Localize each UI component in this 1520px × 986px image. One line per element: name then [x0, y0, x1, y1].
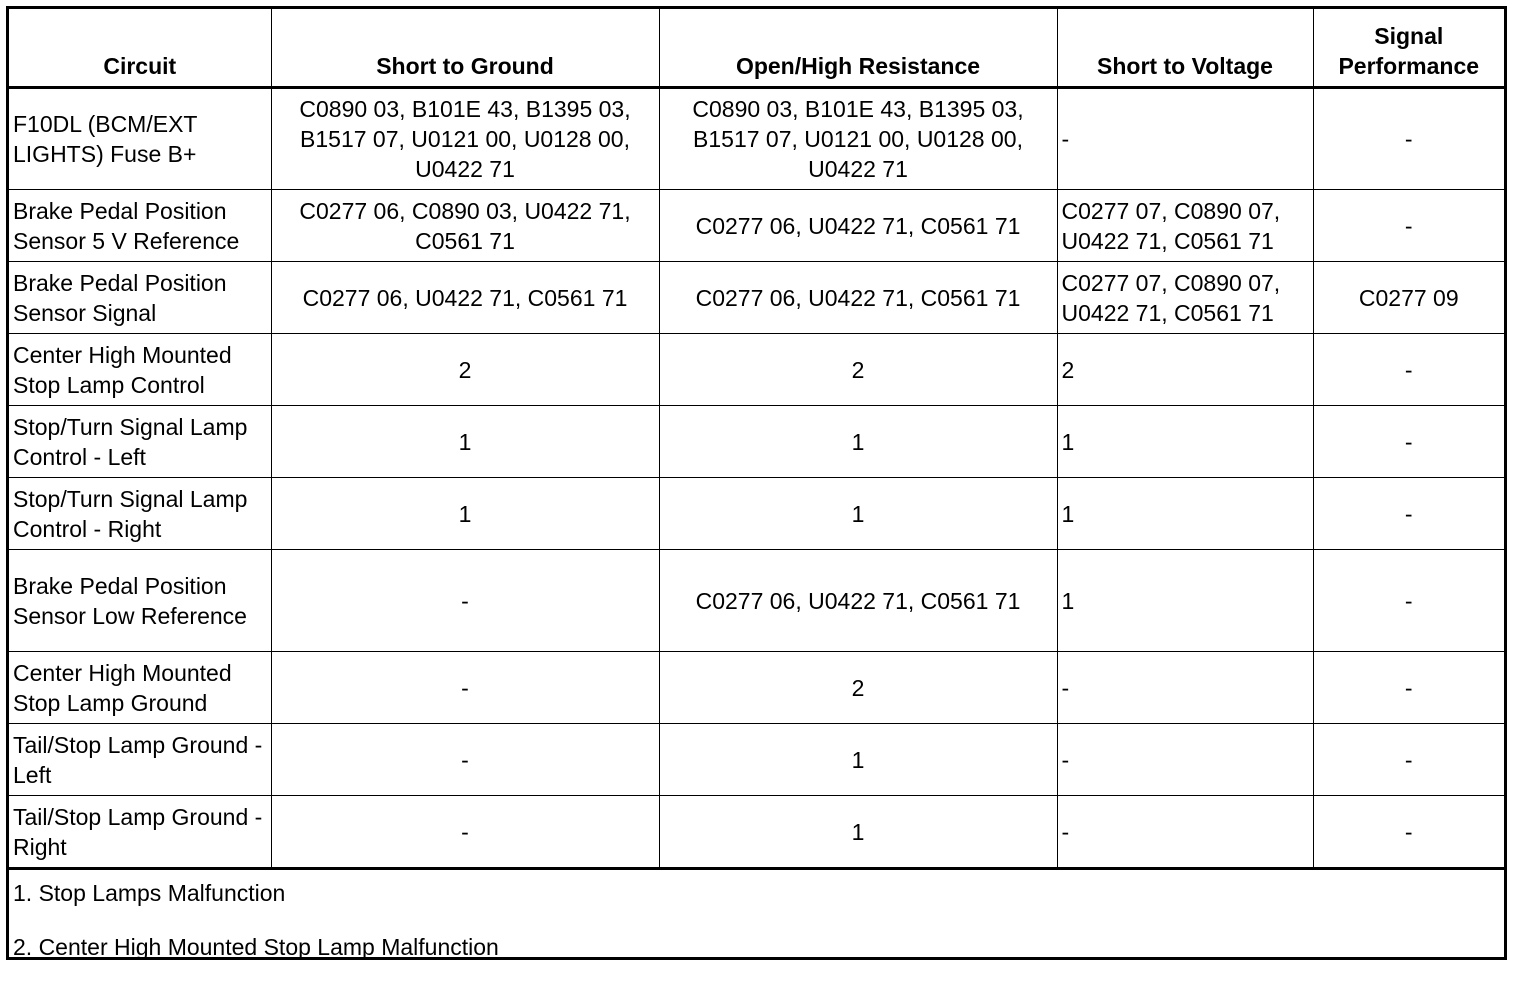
table-row	[9, 796, 1504, 869]
signal-performance-cell: -	[1313, 190, 1504, 262]
header-circuit: Circuit	[9, 9, 271, 88]
table-row	[9, 724, 1504, 796]
signal-performance-cell: -	[1313, 88, 1504, 190]
header-signal-performance	[1313, 9, 1504, 88]
table-row	[9, 88, 1504, 190]
short-to-ground-cell: C0277 06, C0890 03, U0422 71, C0561 71	[271, 190, 659, 262]
circuit-cell: Center High Mounted Stop Lamp Ground	[9, 652, 271, 724]
open-high-resistance-cell: C0277 06, U0422 71, C0561 71	[659, 550, 1057, 652]
short-to-voltage-cell: 1	[1057, 478, 1313, 550]
table-row	[9, 334, 1504, 406]
table-row	[9, 190, 1504, 262]
open-high-resistance-cell: C0277 06, U0422 71, C0561 71	[659, 190, 1057, 262]
table-row	[9, 478, 1504, 550]
short-to-voltage-cell: 1	[1057, 550, 1313, 652]
circuit-cell: Tail/Stop Lamp Ground - Left	[9, 724, 271, 796]
short-to-ground-cell: C0890 03, B101E 43, B1395 03, B1517 07, U0121 00, U0128 00, U0422 71	[271, 88, 659, 190]
open-high-resistance-cell: 1	[659, 796, 1057, 869]
short-to-ground-cell: -	[271, 652, 659, 724]
header-signal-performance-line2: Performance	[1338, 53, 1480, 79]
short-to-voltage-cell: -	[1057, 88, 1313, 190]
circuit-cell: Brake Pedal Position Sensor Low Reference	[9, 550, 271, 652]
header-signal-performance-line1: Signal	[1374, 23, 1444, 49]
circuit-cell: Tail/Stop Lamp Ground - Right	[9, 796, 271, 869]
signal-performance-cell: C0277 09	[1313, 262, 1504, 334]
short-to-ground-cell: -	[271, 796, 659, 869]
table-row	[9, 406, 1504, 478]
short-to-ground-cell: -	[271, 550, 659, 652]
short-to-ground-cell: C0277 06, U0422 71, C0561 71	[271, 262, 659, 334]
short-to-voltage-cell: 1	[1057, 406, 1313, 478]
table-row	[9, 262, 1504, 334]
table-row	[9, 550, 1504, 652]
footnote-2: 2. Center High Mounted Stop Lamp Malfunction	[13, 934, 499, 960]
circuit-cell: Brake Pedal Position Sensor Signal	[9, 262, 271, 334]
open-high-resistance-cell: C0890 03, B101E 43, B1395 03, B1517 07, U0121 00, U0128 00, U0422 71	[659, 88, 1057, 190]
table-footnotes	[9, 870, 1504, 986]
signal-performance-cell: -	[1313, 478, 1504, 550]
open-high-resistance-cell: 2	[659, 652, 1057, 724]
signal-performance-cell: -	[1313, 724, 1504, 796]
signal-performance-cell: -	[1313, 334, 1504, 406]
open-high-resistance-cell: C0277 06, U0422 71, C0561 71	[659, 262, 1057, 334]
signal-performance-cell: -	[1313, 796, 1504, 869]
short-to-voltage-cell: C0277 07, C0890 07, U0422 71, C0561 71	[1057, 262, 1313, 334]
circuit-fault-table	[9, 9, 1504, 870]
short-to-voltage-cell: -	[1057, 652, 1313, 724]
table-header-row	[9, 9, 1504, 88]
dtc-circuit-table-frame	[6, 6, 1507, 960]
circuit-cell: Brake Pedal Position Sensor 5 V Reference	[9, 190, 271, 262]
short-to-ground-cell: 2	[271, 334, 659, 406]
open-high-resistance-cell: 1	[659, 478, 1057, 550]
short-to-voltage-cell: -	[1057, 724, 1313, 796]
short-to-voltage-cell: 2	[1057, 334, 1313, 406]
circuit-cell: Center High Mounted Stop Lamp Control	[9, 334, 271, 406]
header-short-to-voltage: Short to Voltage	[1057, 9, 1313, 88]
short-to-voltage-cell: C0277 07, C0890 07, U0422 71, C0561 71	[1057, 190, 1313, 262]
header-open-high-resistance: Open/High Resistance	[659, 9, 1057, 88]
short-to-ground-cell: 1	[271, 406, 659, 478]
circuit-cell: Stop/Turn Signal Lamp Control - Left	[9, 406, 271, 478]
open-high-resistance-cell: 1	[659, 406, 1057, 478]
short-to-ground-cell: 1	[271, 478, 659, 550]
signal-performance-cell: -	[1313, 652, 1504, 724]
signal-performance-cell: -	[1313, 406, 1504, 478]
open-high-resistance-cell: 2	[659, 334, 1057, 406]
circuit-cell: Stop/Turn Signal Lamp Control - Right	[9, 478, 271, 550]
footnote-1: 1. Stop Lamps Malfunction	[13, 880, 286, 906]
signal-performance-cell: -	[1313, 550, 1504, 652]
header-short-to-ground: Short to Ground	[271, 9, 659, 88]
circuit-cell: F10DL (BCM/EXT LIGHTS) Fuse B+	[9, 88, 271, 190]
table-row	[9, 652, 1504, 724]
open-high-resistance-cell: 1	[659, 724, 1057, 796]
short-to-voltage-cell: -	[1057, 796, 1313, 869]
short-to-ground-cell: -	[271, 724, 659, 796]
